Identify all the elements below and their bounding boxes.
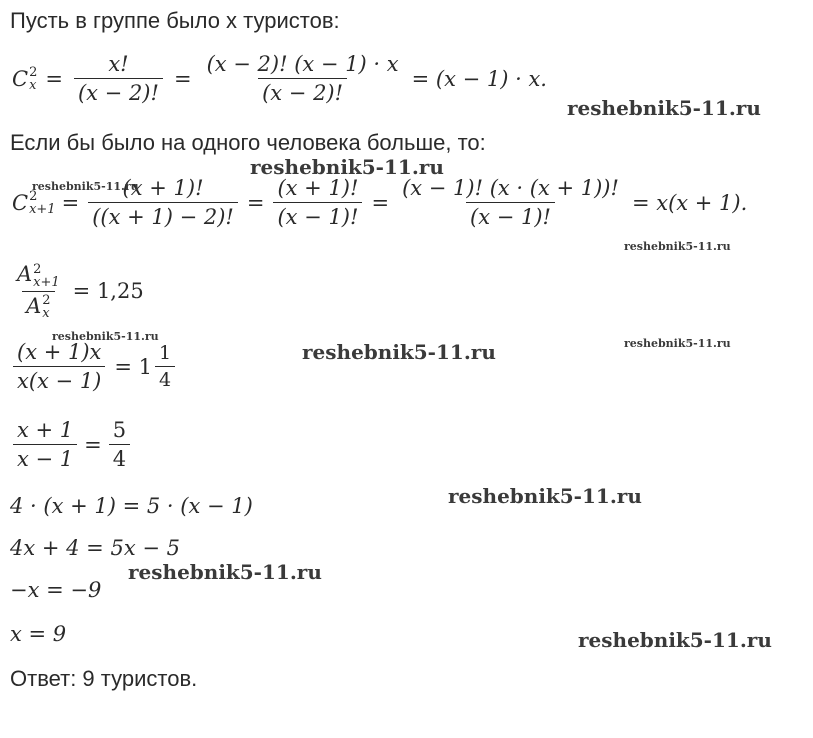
- watermark: reshebnik5-11.ru: [128, 560, 322, 584]
- c-superscript: 2: [29, 188, 38, 204]
- equation-combination-x-plus-1: C 2 x+1 = $\frac{(x + 1)!}{((x + 1) - 2)!}$ = $\frac{(x + 1)!}{(x - 1)!}$ = $\frac{(x - 1)! (x \cdot (x + 1))!}{(x - 1)!}$ = x(x + 1).: [12, 176, 748, 229]
- fraction-2-numerator: (x − 2)! (x − 1) · x: [206, 52, 399, 76]
- fraction-1: [74, 52, 163, 105]
- c-superscript: 2: [29, 64, 38, 80]
- equation-combination-x: C 2 x = $\frac{x!}{(x - 2)!}$ = $\frac{(x - 2)! (x - 1) \cdot x}{(x - 2)!}$ = (x − 1) · x.: [12, 52, 547, 105]
- a-symbol: A: [17, 262, 33, 286]
- ratio-value: = 1,25: [72, 279, 144, 303]
- c-symbol: C: [12, 66, 29, 91]
- watermark: reshebnik5-11.ru: [448, 484, 642, 508]
- a-subscript: x+1: [33, 274, 60, 290]
- watermark: reshebnik5-11.ru: [578, 628, 772, 652]
- fraction-3-numerator: (x − 1)! (x · (x + 1))!: [402, 176, 619, 200]
- a-symbol: A: [26, 293, 42, 318]
- x-fraction: [13, 418, 77, 471]
- answer-line: Ответ: 9 туристов.: [10, 666, 198, 691]
- a-superscript: 2: [33, 261, 42, 277]
- five-fourths-denominator: 4: [109, 444, 130, 471]
- equals-sign: =: [84, 432, 102, 457]
- mixed-fraction: [155, 342, 175, 391]
- equation-solution: x = 9: [10, 622, 67, 646]
- equation-cross-multiply: 4 · (x + 1) = 5 · (x − 1): [10, 494, 253, 518]
- c-symbol: C: [12, 190, 29, 215]
- arrangement-denominator: [22, 291, 54, 321]
- fraction-1-numerator: (x + 1)!: [122, 176, 204, 200]
- c-indices: [29, 190, 56, 216]
- fraction-3-denominator: (x − 1)!: [466, 202, 555, 229]
- equals-one: = 1: [114, 354, 153, 379]
- ratio-fraction: [13, 340, 105, 393]
- mixed-numerator: 1: [159, 342, 172, 364]
- fraction-2-numerator: (x + 1)!: [277, 176, 359, 200]
- c-subscript: x+1: [29, 201, 56, 217]
- watermark: reshebnik5-11.ru: [302, 340, 496, 364]
- c-indices: [29, 66, 37, 92]
- watermark: reshebnik5-11.ru: [624, 240, 731, 253]
- fraction-2: [273, 176, 362, 229]
- arrangement-fraction: [13, 262, 64, 320]
- a-subscript: x: [42, 306, 50, 321]
- a-indices: [33, 263, 60, 289]
- watermark: reshebnik5-11.ru: [567, 96, 761, 120]
- watermark: reshebnik5-11.ru: [52, 330, 159, 343]
- mixed-denominator: 4: [155, 366, 175, 391]
- watermark: reshebnik5-11.ru: [32, 180, 139, 193]
- ratio-numerator: (x + 1)x: [17, 340, 102, 364]
- fraction-1-numerator: x!: [108, 52, 129, 76]
- equation-arrangement-ratio: [10, 262, 144, 320]
- fraction-2-denominator: (x − 2)!: [258, 78, 347, 105]
- x-fraction-numerator: x + 1: [17, 418, 74, 442]
- equation-fraction-five-fourths: [10, 418, 133, 471]
- equation-1-result: = (x − 1) · x.: [411, 66, 547, 91]
- equation-expanded: 4x + 4 = 5x − 5: [10, 536, 180, 560]
- equation-2-result: = x(x + 1).: [631, 190, 748, 215]
- x-fraction-denominator: x − 1: [13, 444, 77, 471]
- fraction-2-denominator: (x − 1)!: [273, 202, 362, 229]
- a-indices: [42, 294, 50, 320]
- five-fourths-fraction: [109, 418, 130, 471]
- ratio-denominator: x(x − 1): [13, 366, 105, 393]
- c-subscript: x: [29, 77, 37, 93]
- fraction-1-denominator: ((x + 1) − 2)!: [88, 202, 238, 229]
- intro-line: Пусть в группе было x туристов:: [10, 8, 340, 33]
- watermark: reshebnik5-11.ru: [624, 337, 731, 350]
- fraction-1-denominator: (x − 2)!: [74, 78, 163, 105]
- fraction-3: [398, 176, 623, 229]
- equation-ratio-simplified: [10, 340, 178, 393]
- a-superscript: 2: [42, 293, 51, 308]
- watermark: reshebnik5-11.ru: [250, 155, 444, 179]
- equation-negative-x: −x = −9: [10, 578, 102, 602]
- five-fourths-numerator: 5: [112, 418, 127, 442]
- fraction-2: [203, 52, 403, 105]
- arrangement-numerator: [13, 262, 64, 291]
- if-more-line: Если бы было на одного человека больше, то:: [10, 130, 486, 155]
